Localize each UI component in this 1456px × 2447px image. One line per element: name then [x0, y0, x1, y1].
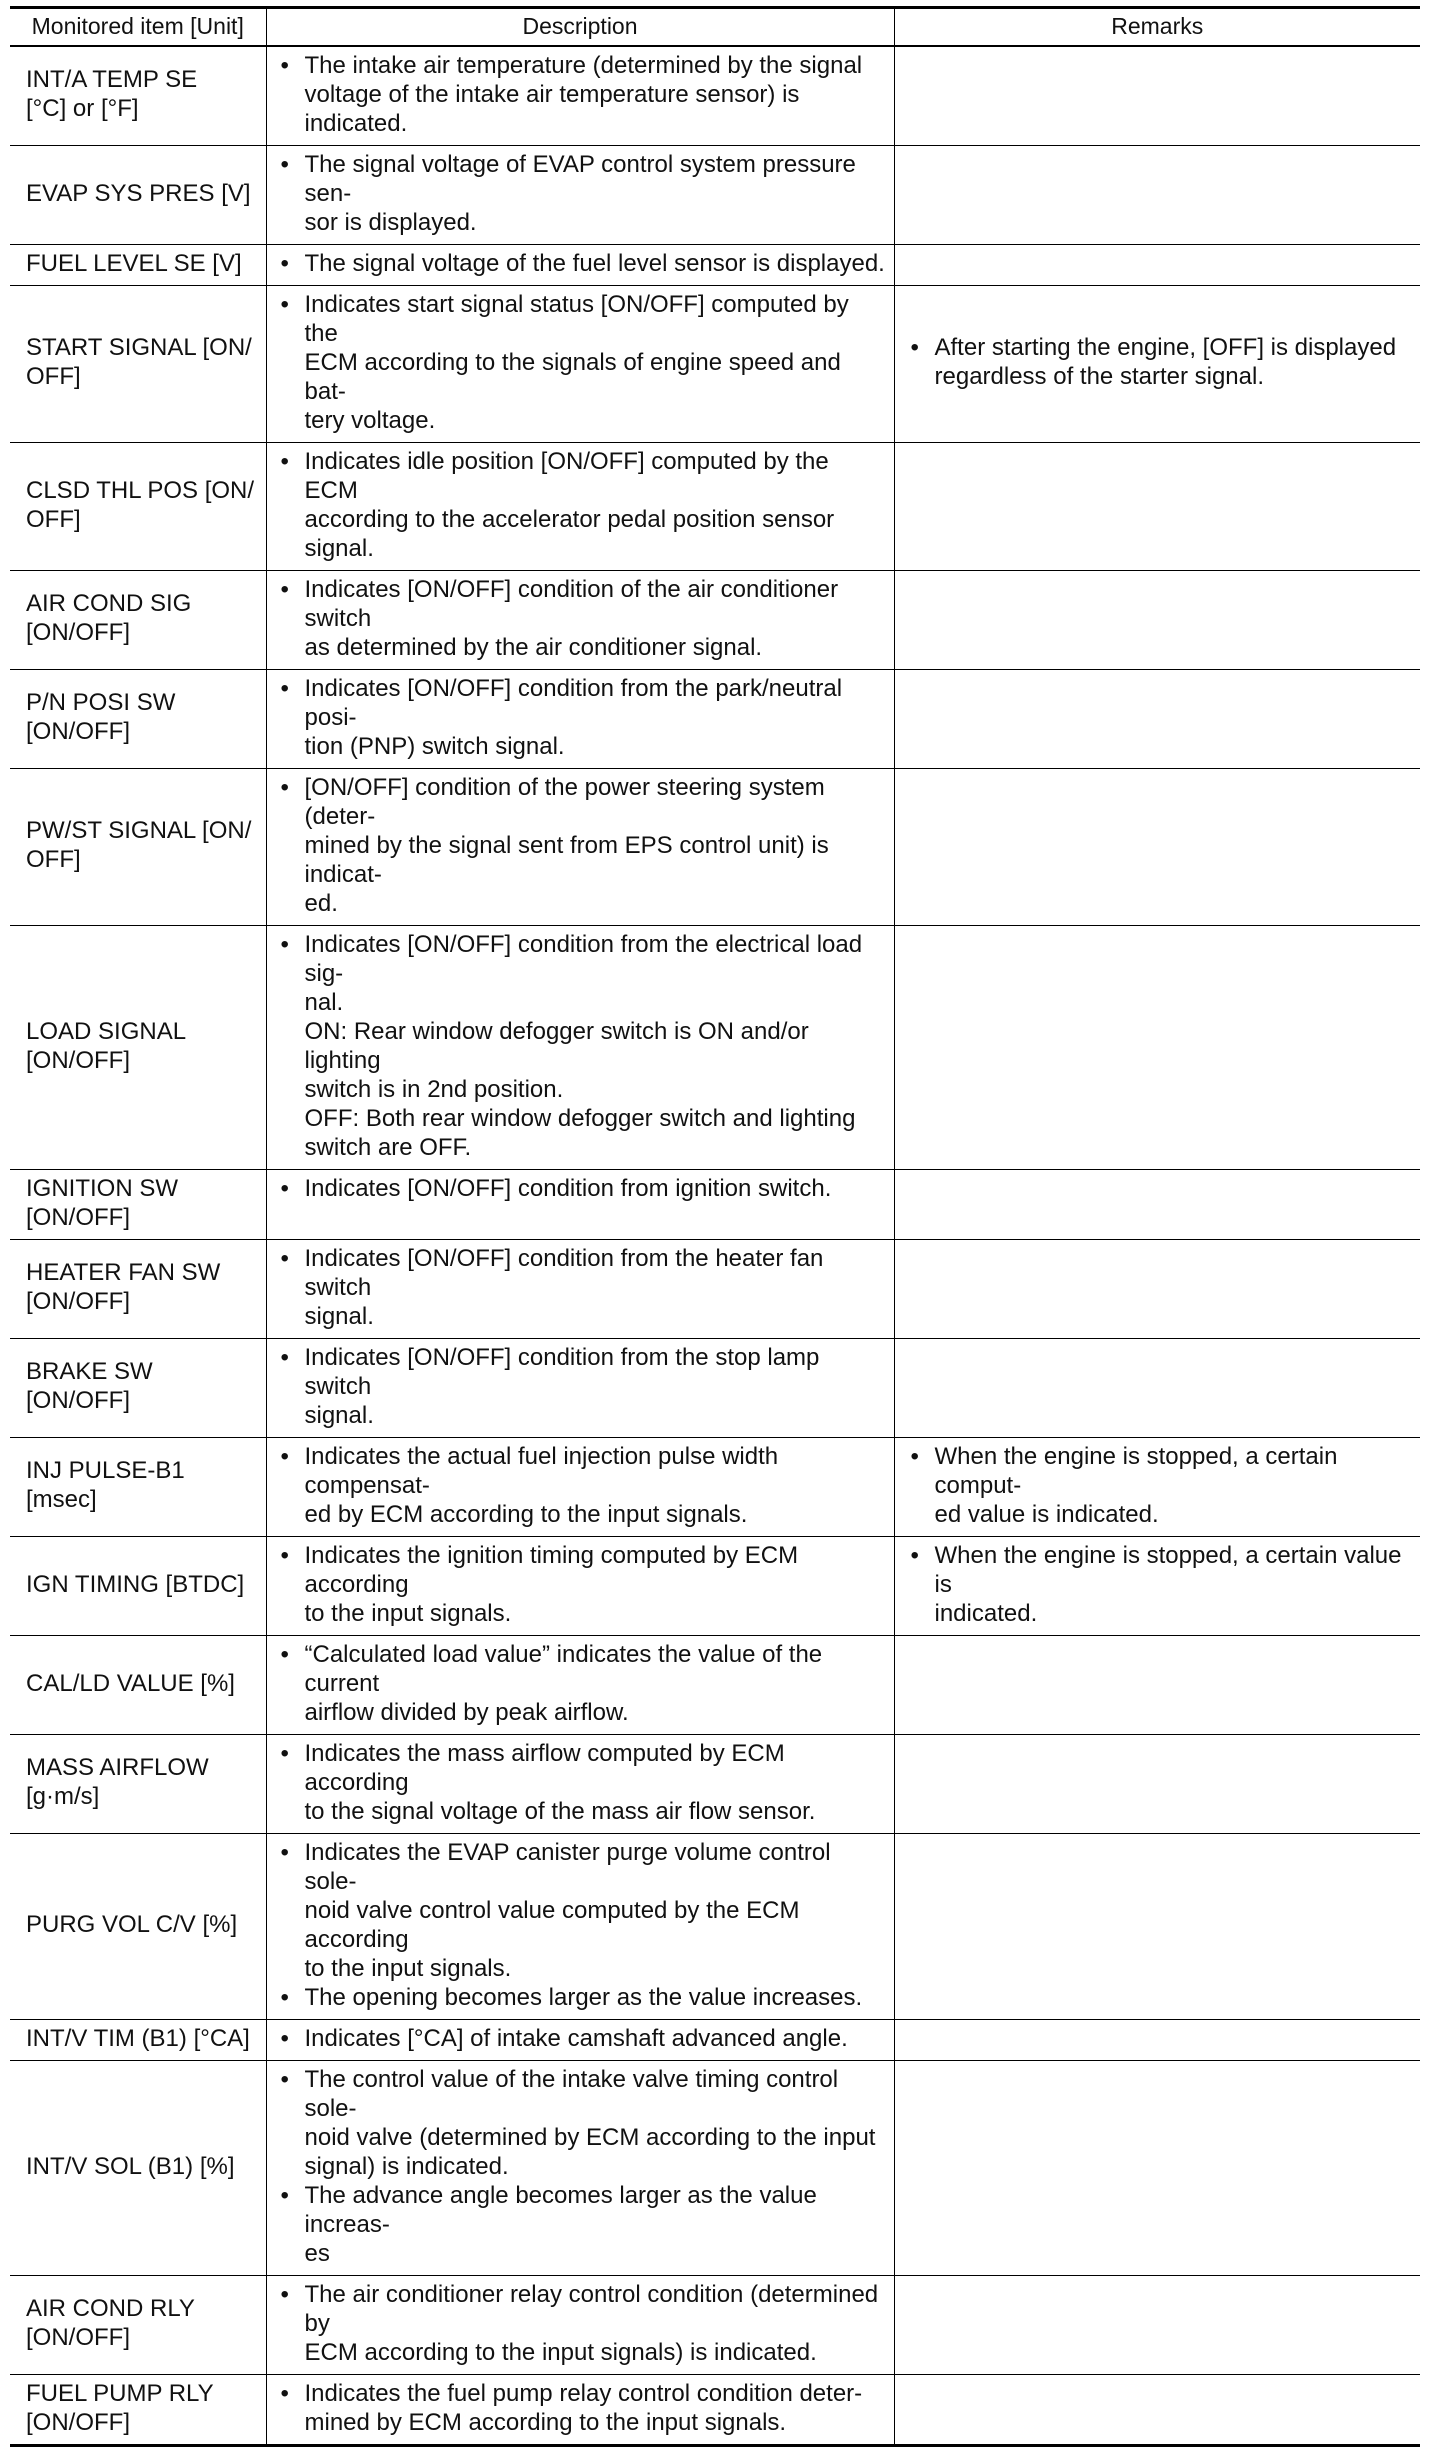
description-bullet: • Indicates the actual fuel injection pulse width compensat- ed by ECM according to the input signals. — [275, 1442, 886, 1529]
description-cell — [266, 768, 894, 925]
remarks-cell — [894, 1536, 1420, 1635]
description-bullet: • Indicates the fuel pump relay control condition deter- mined by ECM according to the input signals. — [275, 2379, 886, 2437]
description-cell — [266, 669, 894, 768]
table-row — [10, 1536, 1420, 1635]
table-row — [10, 1169, 1420, 1239]
monitored-item-cell: EVAP SYS PRES [V] — [10, 145, 266, 244]
remarks-cell — [894, 1437, 1420, 1536]
remarks-cell — [894, 768, 1420, 925]
monitored-item-cell: CLSD THL POS [ON/ OFF] — [10, 442, 266, 570]
monitored-item-cell: INJ PULSE-B1 [msec] — [10, 1437, 266, 1536]
description-cell — [266, 46, 894, 146]
remarks-cell — [894, 925, 1420, 1169]
description-cell — [266, 1536, 894, 1635]
table-row — [10, 46, 1420, 146]
monitored-item-cell: PW/ST SIGNAL [ON/ OFF] — [10, 768, 266, 925]
description-list — [275, 447, 886, 563]
description-cell — [266, 1338, 894, 1437]
description-cell — [266, 442, 894, 570]
remarks-cell — [894, 285, 1420, 442]
table-row — [10, 2060, 1420, 2275]
table-row — [10, 1437, 1420, 1536]
description-bullet: • Indicates the mass airflow computed by ECM according to the signal voltage of the mass air flow sensor. — [275, 1739, 886, 1826]
remarks-cell — [894, 2374, 1420, 2445]
table-row — [10, 1239, 1420, 1338]
table-row — [10, 442, 1420, 570]
remarks-cell — [894, 1833, 1420, 2019]
description-list — [275, 290, 886, 435]
remarks-cell — [894, 1239, 1420, 1338]
description-list — [275, 1174, 886, 1203]
remarks-cell — [894, 669, 1420, 768]
description-bullet: • Indicates [ON/OFF] condition of the air conditioner switch as determined by the air conditioner signal. — [275, 575, 886, 662]
monitored-item-cell: LOAD SIGNAL [ON/OFF] — [10, 925, 266, 1169]
description-cell — [266, 2060, 894, 2275]
remarks-cell — [894, 1635, 1420, 1734]
monitored-item-cell: INT/V SOL (B1) [%] — [10, 2060, 266, 2275]
table-row — [10, 925, 1420, 1169]
remarks-cell — [894, 2019, 1420, 2060]
description-list — [275, 150, 886, 237]
monitored-item-cell: PURG VOL C/V [%] — [10, 1833, 266, 2019]
description-bullet: • The signal voltage of EVAP control system pressure sen- sor is displayed. — [275, 150, 886, 237]
description-cell — [266, 1833, 894, 2019]
description-list — [275, 674, 886, 761]
monitored-item-cell: AIR COND RLY [ON/OFF] — [10, 2275, 266, 2374]
monitored-item-cell: CAL/LD VALUE [%] — [10, 1635, 266, 1734]
monitored-item-cell: INT/A TEMP SE [°C] or [°F] — [10, 46, 266, 146]
table-row — [10, 1734, 1420, 1833]
description-bullet: • Indicates start signal status [ON/OFF] computed by the ECM according to the signals of engine speed and bat- tery voltage. — [275, 290, 886, 435]
header-remarks: Remarks — [894, 8, 1420, 46]
description-bullet: • The signal voltage of the fuel level sensor is displayed. — [275, 249, 886, 278]
description-list — [275, 575, 886, 662]
monitored-item-cell: IGN TIMING [BTDC] — [10, 1536, 266, 1635]
table-row — [10, 2019, 1420, 2060]
description-bullet: • The advance angle becomes larger as the value increas- es — [275, 2181, 886, 2268]
remarks-cell — [894, 1734, 1420, 1833]
remarks-bullet: • When the engine is stopped, a certain value is indicated. — [905, 1541, 1413, 1628]
description-bullet: • Indicates the ignition timing computed by ECM according to the input signals. — [275, 1541, 886, 1628]
description-bullet: • Indicates [°CA] of intake camshaft advanced angle. — [275, 2024, 886, 2053]
table-row — [10, 570, 1420, 669]
remarks-cell — [894, 2275, 1420, 2374]
table-row — [10, 768, 1420, 925]
description-bullet: • The intake air temperature (determined by the signal voltage of the intake air temperature sensor) is indicated. — [275, 51, 886, 138]
table-row — [10, 1833, 1420, 2019]
remarks-bullet: • After starting the engine, [OFF] is displayed regardless of the starter signal. — [905, 333, 1413, 391]
description-cell — [266, 1239, 894, 1338]
remarks-list — [905, 1541, 1413, 1628]
header-monitored-item: Monitored item [Unit] — [10, 8, 266, 46]
description-bullet: • The air conditioner relay control condition (determined by ECM according to the input signals) is indicated. — [275, 2280, 886, 2367]
description-bullet: • “Calculated load value” indicates the value of the current airflow divided by peak airflow. — [275, 1640, 886, 1727]
description-list — [275, 1244, 886, 1331]
table-row — [10, 669, 1420, 768]
monitored-item-cell: FUEL PUMP RLY [ON/OFF] — [10, 2374, 266, 2445]
monitored-item-cell: BRAKE SW [ON/OFF] — [10, 1338, 266, 1437]
description-cell — [266, 1169, 894, 1239]
description-list — [275, 773, 886, 918]
monitored-item-cell: START SIGNAL [ON/ OFF] — [10, 285, 266, 442]
description-list — [275, 2280, 886, 2367]
monitored-item-cell: IGNITION SW [ON/OFF] — [10, 1169, 266, 1239]
monitored-item-cell: INT/V TIM (B1) [°CA] — [10, 2019, 266, 2060]
description-bullet: • Indicates [ON/OFF] condition from the stop lamp switch signal. — [275, 1343, 886, 1430]
monitored-item-cell: FUEL LEVEL SE [V] — [10, 244, 266, 285]
description-cell — [266, 1734, 894, 1833]
monitored-item-cell: AIR COND SIG [ON/OFF] — [10, 570, 266, 669]
description-cell — [266, 1635, 894, 1734]
table-row — [10, 2275, 1420, 2374]
remarks-cell — [894, 244, 1420, 285]
description-bullet: • Indicates the EVAP canister purge volume control sole- noid valve control value computed by the ECM according to the input signals. — [275, 1838, 886, 1983]
description-bullet: • Indicates [ON/OFF] condition from the park/neutral posi- tion (PNP) switch signal. — [275, 674, 886, 761]
description-list — [275, 1541, 886, 1628]
table-row — [10, 1338, 1420, 1437]
description-bullet: • Indicates idle position [ON/OFF] computed by the ECM according to the accelerator pedal position sensor signal. — [275, 447, 886, 563]
description-cell — [266, 285, 894, 442]
remarks-cell — [894, 1169, 1420, 1239]
monitor-item-table — [10, 6, 1420, 2447]
description-cell — [266, 570, 894, 669]
monitored-item-cell: HEATER FAN SW [ON/OFF] — [10, 1239, 266, 1338]
description-cell — [266, 145, 894, 244]
table-header — [10, 8, 1420, 46]
description-list — [275, 930, 886, 1162]
remarks-cell — [894, 442, 1420, 570]
description-list — [275, 1739, 886, 1826]
table-row — [10, 285, 1420, 442]
monitored-item-cell: P/N POSI SW [ON/OFF] — [10, 669, 266, 768]
description-cell — [266, 2019, 894, 2060]
header-description: Description — [266, 8, 894, 46]
description-list — [275, 51, 886, 138]
description-bullet: • [ON/OFF] condition of the power steering system (deter- mined by the signal sent from EPS control unit) is indicat- ed. — [275, 773, 886, 918]
monitor-item-sheet — [10, 6, 1420, 2447]
description-cell — [266, 244, 894, 285]
table-row — [10, 145, 1420, 244]
monitored-item-cell: MASS AIRFLOW [g·m/s] — [10, 1734, 266, 1833]
remarks-bullet: • When the engine is stopped, a certain comput- ed value is indicated. — [905, 1442, 1413, 1529]
description-list — [275, 2065, 886, 2268]
table-body — [10, 46, 1420, 2446]
remarks-list — [905, 333, 1413, 391]
table-row — [10, 244, 1420, 285]
description-bullet: • Indicates [ON/OFF] condition from the heater fan switch signal. — [275, 1244, 886, 1331]
description-bullet: • Indicates [ON/OFF] condition from the electrical load sig- nal. ON: Rear window defogger switch is ON and/or lighting switch is in 2nd position. OFF: Both rear window defogger switch and lighting switch are OFF. — [275, 930, 886, 1162]
table-row — [10, 1635, 1420, 1734]
description-bullet: • Indicates [ON/OFF] condition from ignition switch. — [275, 1174, 886, 1203]
description-list — [275, 1442, 886, 1529]
description-cell — [266, 1437, 894, 1536]
description-list — [275, 2024, 886, 2053]
description-list — [275, 2379, 886, 2437]
description-cell — [266, 2275, 894, 2374]
remarks-cell — [894, 46, 1420, 146]
remarks-list — [905, 1442, 1413, 1529]
description-list — [275, 1838, 886, 2012]
remarks-cell — [894, 570, 1420, 669]
description-list — [275, 249, 886, 278]
header-row — [10, 8, 1420, 46]
description-cell — [266, 2374, 894, 2445]
description-bullet: • The control value of the intake valve timing control sole- noid valve (determined by ECM according to the input signal) is indicated. — [275, 2065, 886, 2181]
remarks-cell — [894, 2060, 1420, 2275]
description-list — [275, 1640, 886, 1727]
description-list — [275, 1343, 886, 1430]
description-cell — [266, 925, 894, 1169]
remarks-cell — [894, 1338, 1420, 1437]
remarks-cell — [894, 145, 1420, 244]
description-bullet: • The opening becomes larger as the value increases. — [275, 1983, 886, 2012]
table-row — [10, 2374, 1420, 2445]
